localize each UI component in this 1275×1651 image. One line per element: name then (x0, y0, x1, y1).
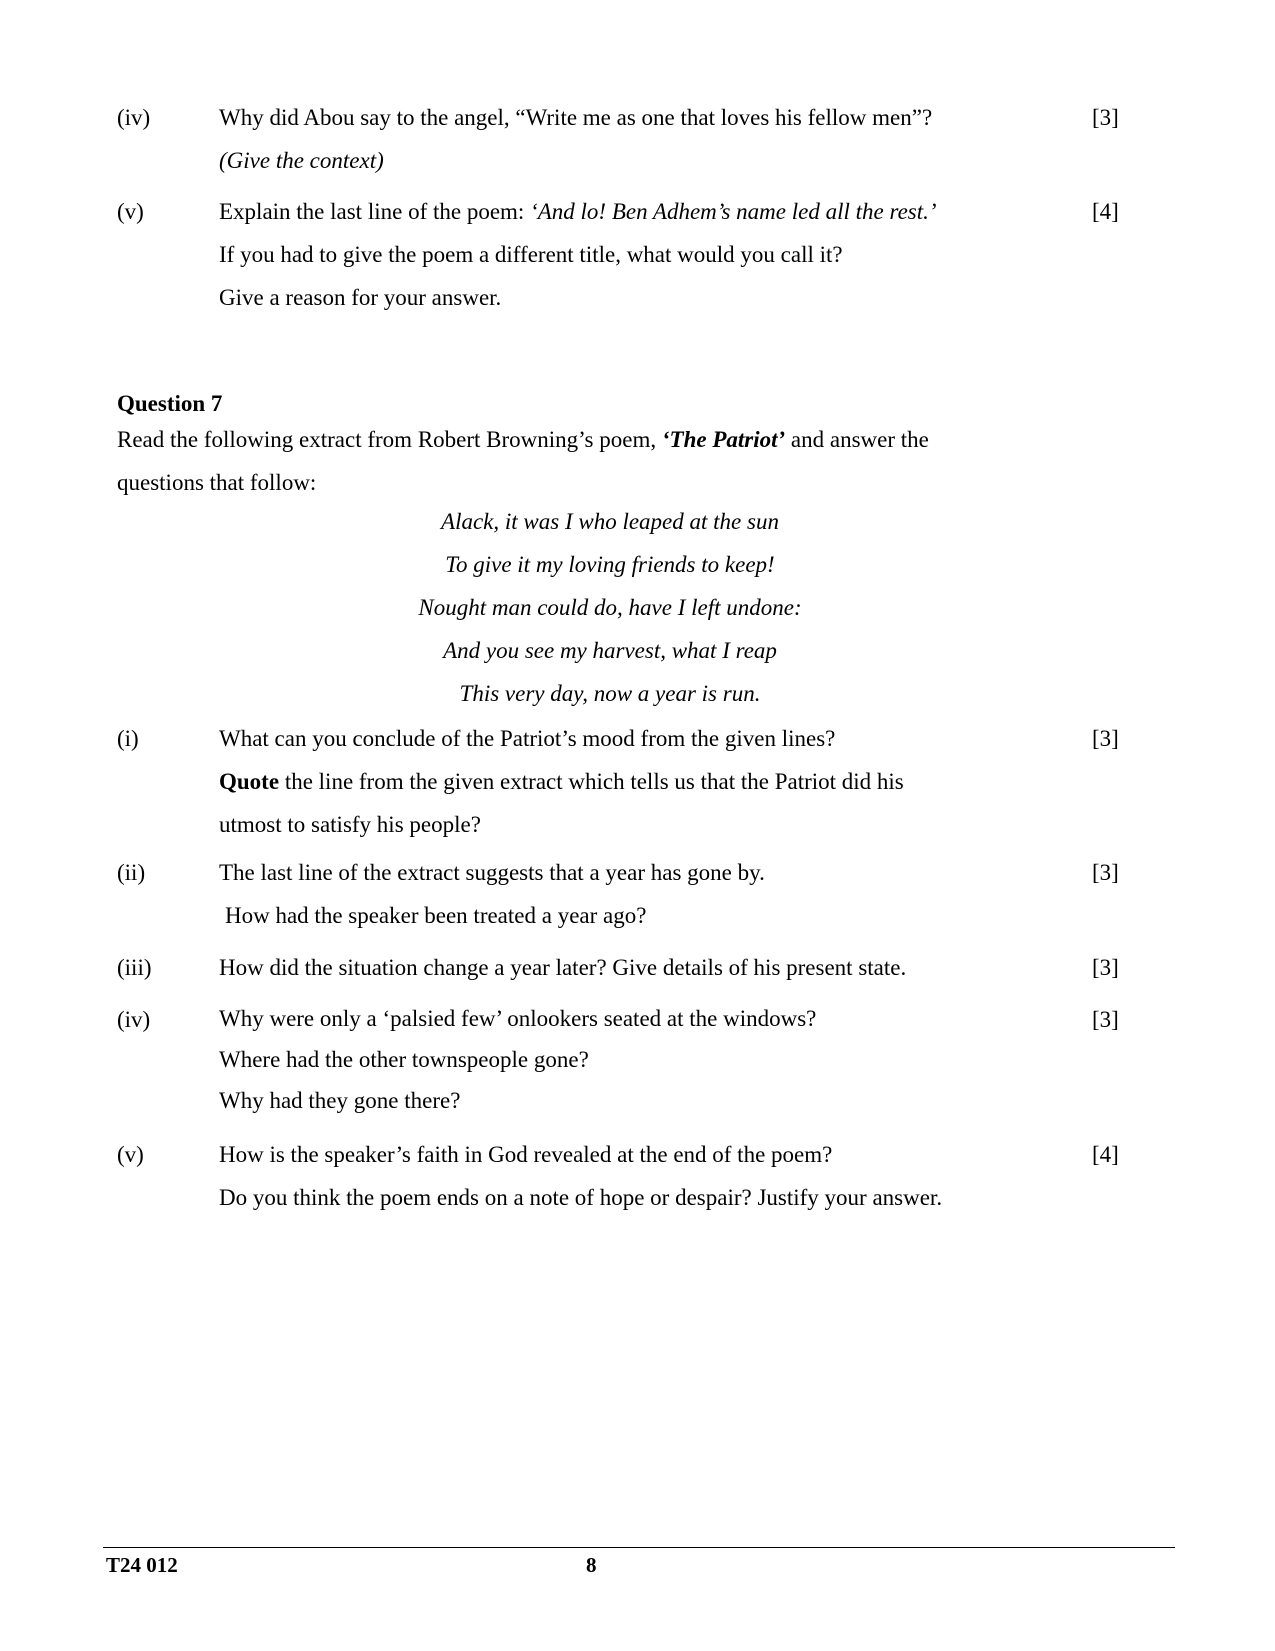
intro-suffix: and answer the (785, 427, 929, 452)
item-number: (iv) (117, 105, 151, 130)
item-number: (ii) (117, 860, 146, 885)
item-line (219, 760, 1009, 803)
item-text (219, 96, 1009, 182)
item-line: How did the situation change a year later? Give details of his present state. (219, 955, 907, 980)
intro-prefix: Read the following extract from Robert Browning’s poem, (117, 427, 662, 452)
item-marks: [3] (1092, 726, 1119, 751)
item-line: What can you conclude of the Patriot’s mood from the given lines? (219, 726, 836, 751)
item-number: (i) (117, 726, 139, 751)
item-line: How had the speaker been treated a year ago? (225, 903, 647, 928)
item-text (219, 946, 1009, 989)
item-line-quote: ‘And lo! Ben Adhem’s name led all the rest.’ (530, 199, 937, 224)
poem-line: To give it my loving friends to keep! (445, 552, 775, 577)
poem-line: This very day, now a year is run. (459, 681, 761, 706)
paper-code: T24 012 (106, 1553, 178, 1577)
item-marks: [3] (1092, 860, 1119, 885)
item-line: Give a reason for your answer. (219, 285, 502, 310)
question-7-intro (117, 418, 1007, 504)
item-text (219, 717, 1009, 846)
item-marks: [3] (1092, 105, 1119, 130)
item-context-note: (Give the context) (219, 148, 384, 173)
footer-divider (103, 1547, 1175, 1548)
item-line: Why did Abou say to the angel, “Write me as one that loves his fellow men”? (219, 105, 933, 130)
item-line: Do you think the poem ends on a note of hope or despair? Justify your answer. (219, 1185, 943, 1210)
item-text (219, 190, 1009, 319)
item-line-rest: the line from the given extract which tells us that the Patriot did his (279, 769, 904, 794)
item-number: (iv) (117, 1007, 151, 1032)
poem-extract (0, 500, 1220, 715)
item-number: (iii) (117, 955, 152, 980)
poem-title: ‘The Patriot’ (661, 427, 786, 452)
item-number: (v) (117, 199, 144, 224)
poem-line: Alack, it was I who leaped at the sun (441, 509, 779, 534)
item-marks: [3] (1092, 1007, 1119, 1032)
item-text (219, 1133, 1009, 1219)
question-heading: Question 7 (117, 391, 223, 416)
item-bold-word: Quote (219, 769, 280, 794)
item-marks: [3] (1092, 955, 1119, 980)
item-text (219, 851, 1009, 937)
item-text (219, 998, 1009, 1121)
item-number: (v) (117, 1142, 144, 1167)
item-marks: [4] (1092, 1142, 1119, 1167)
item-line: The last line of the extract suggests that a year has gone by. (219, 860, 765, 885)
item-marks: [4] (1092, 199, 1119, 224)
item-line: Why were only a ‘palsied few’ onlookers seated at the windows? (219, 1006, 817, 1031)
item-line: How is the speaker’s faith in God revealed at the end of the poem? (219, 1142, 833, 1167)
item-line: Where had the other townspeople gone? (219, 1047, 589, 1072)
item-line (219, 190, 1009, 233)
poem-line: And you see my harvest, what I reap (443, 638, 777, 663)
item-line-prefix: Explain the last line of the poem: (219, 199, 531, 224)
intro-line-2: questions that follow: (117, 470, 317, 495)
item-line: If you had to give the poem a different title, what would you call it? (219, 242, 843, 267)
item-line: utmost to satisfy his people? (219, 812, 481, 837)
item-line: Why had they gone there? (219, 1088, 461, 1113)
poem-line: Nought man could do, have I left undone: (418, 595, 802, 620)
page-number: 8 (586, 1553, 597, 1577)
